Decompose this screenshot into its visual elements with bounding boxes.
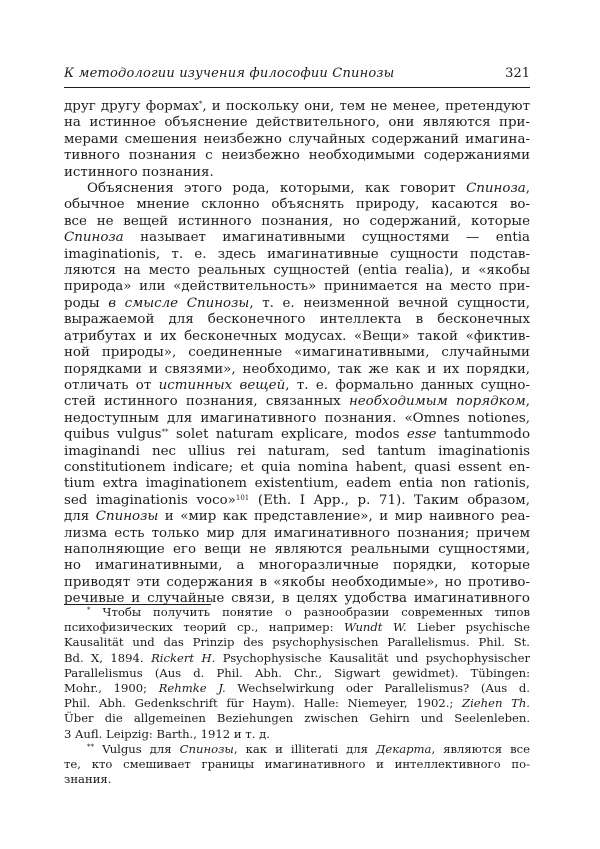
text-line: Phil. Abh. Gedenkschrift für Haym). Halle: Niemeyer, 1902.; Ziehen Th. [64,696,530,711]
text-line: но имагинативными, а многоразличные порядки, которые [64,558,530,574]
footnote-mark: ** [87,742,94,751]
text-line: все не вещей истинного познания, но содержаний, которые [64,213,530,229]
text-line: quibus vulgus** solet naturam explicare, modos esse tantummodo [64,427,531,443]
text-line: речивые и случайные связи, в целях удобства имагинативного [64,591,530,607]
text-line: наполняющие его вещи не являются реальными сущностями, [64,541,530,557]
text-line: природа» или «действительность» принимается на место при- [64,279,530,295]
text-line: imaginationis, т. е. здесь имагинативные сущности подстав- [64,246,530,262]
paragraph-2 [64,181,530,608]
text-line: sed imaginationis voco»$^{101}$ (Eth. I App., p. 71). Таким образом, [64,492,530,508]
text-line: знания. [64,772,112,787]
text-line: роды в смысле Спинозы, т. е. неизменной вечной сущности, [64,295,530,311]
text-line: Kausalität und das Prinzip des psychophysischen Parallelismus. Phil. St. [64,635,530,650]
footnote-2 [64,742,530,788]
text-line: друг другу формах*, и поскольку они, тем не менее, претендуют [64,99,530,114]
text-line: выражаемой для бесконечного интеллекта в бесконечных [64,312,530,328]
text-line: Спиноза называет имагинативными сущностями — entia [64,230,530,246]
text-line: constitutionem indicare; et quia nomina habent, quasi essent en- [64,459,530,475]
text-line: для Спинозы и «мир как представление», и мир наивного реа- [64,509,530,525]
text-line: мерами смешения неизбежно случайных содержаний имагина- [64,131,530,147]
paragraph-1 [64,99,530,181]
text-line: недоступным для имагинативного познания. «Omnes notiones, [64,410,530,426]
text-line: Bd. X, 1894. Rickert H. Psychophysische Kausalität und psychophysischer [64,650,531,665]
footnote-1 [64,605,530,742]
text-line: ляются на место реальных сущностей (entia realia), и «якобы [64,263,530,279]
text-line: 3 Aufl. Leipzig: Barth., 1912 и т. д. [64,726,270,741]
main-text [64,99,530,608]
footnote-ref: ** [161,428,169,437]
text-line: Parallelismus (Aus d. Phil. Abh. Chr., Sigwart gewidmet). Tübingen: [64,665,530,680]
text-line: атрибутах и их бесконечных модусах. «Вещи» такой «фиктив- [64,328,530,344]
text-line: стей истинного познания, связанных необходимым порядком, [64,394,530,410]
text-line: психофизических теорий ср., например: Wundt W. Lieber psychische [64,620,530,635]
text-line: imaginandi nec ullius rei naturam, sed tantum imaginationis [64,443,530,459]
text-line: те, кто смешивает границы имагинативного и интеллективного по- [64,757,530,772]
text-line: обычное мнение склонно объяснять природу, касаются во- [64,197,530,213]
text-line: Объяснения этого рода, которыми, как говорит Спиноза, [87,181,530,197]
text-line: * Чтобы получить понятие о разнообразии современных типов [87,605,530,619]
text-line: ** Vulgus для Спинозы, как и illiterati для Декарта, являются все [87,741,530,756]
text-line: лизма есть только мир для имагинативного познания; причем [64,525,530,541]
footnote-ref: * [198,100,203,108]
endnote-ref: 101 [235,493,250,502]
footnote-mark: * [87,606,91,614]
text-line: истинного познания. [64,164,214,180]
running-title: К методологии изучения философии Спинозы [64,66,395,81]
page-number: 321 [505,66,530,81]
text-line: ной природы», соединенные «имагинативными, случайными [64,345,530,361]
text-line: порядками и связями», необходимо, так же как и их порядки, [64,361,530,377]
text-line: отличать от истинных вещей, т. е. формально данных сущно- [64,377,530,393]
footnotes [64,605,530,787]
text-line: на истинное объяснение действительного, они являются при- [64,115,530,131]
running-header [64,64,530,84]
text-line: tium extra imaginationem existentium, eadem entia non rationis, [64,476,530,492]
text-line: Über die allgemeinen Beziehungen zwischen Gehirn und Seelenleben. [64,711,530,726]
text-line: тивного познания с неизбежно необходимыми содержаниями [64,148,530,164]
text-line: Mohr., 1900; Rehmke J. Wechselwirkung oder Parallelismus? (Aus d. [64,681,530,696]
header-rule [64,87,530,88]
text-line: приводят эти содержания в «якобы необходимые», но противо- [64,574,530,590]
